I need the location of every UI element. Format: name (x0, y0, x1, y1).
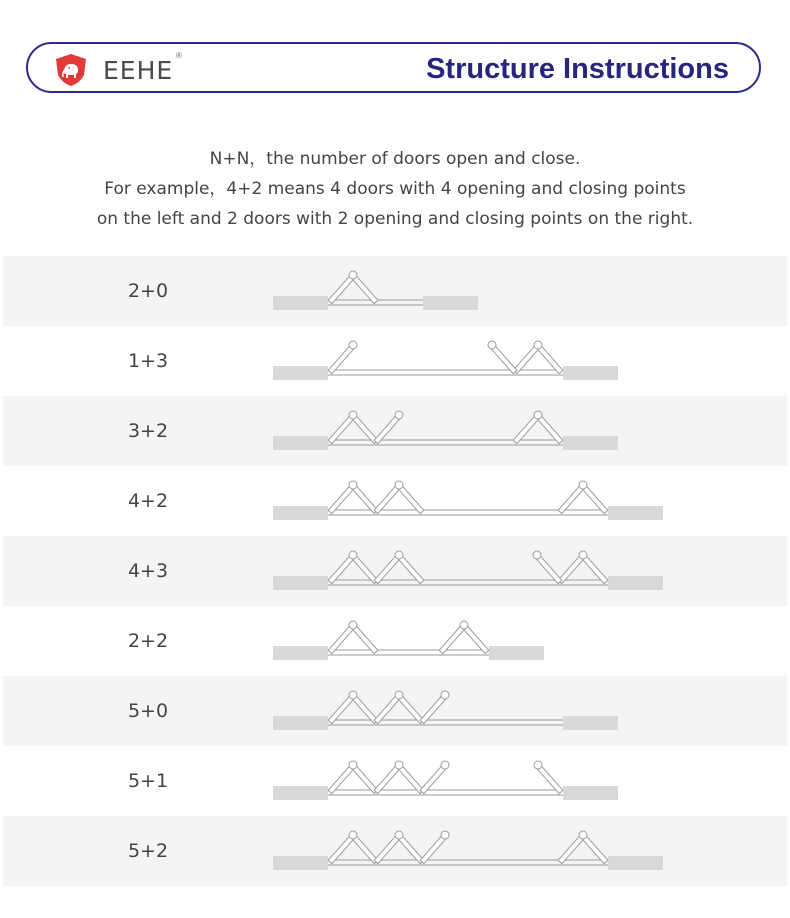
left-wall (273, 646, 328, 660)
pivot-point (460, 621, 468, 629)
pivot-point (349, 761, 357, 769)
pivot-point (395, 411, 403, 419)
left-wall (273, 716, 328, 730)
pivot-point (441, 831, 449, 839)
door-diagram (3, 746, 787, 816)
config-row (3, 466, 787, 536)
config-label: 5+1 (127, 770, 169, 792)
door-diagram (3, 676, 787, 746)
intro-line-1: N+N，the number of doors open and close. (209, 149, 581, 169)
config-row (3, 676, 787, 746)
right-wall (563, 786, 618, 800)
config-label: 4+3 (127, 560, 169, 582)
right-wall (608, 506, 663, 520)
config-label: 3+2 (127, 420, 169, 442)
door-diagram (3, 816, 787, 886)
left-wall (273, 296, 328, 310)
right-wall (608, 576, 663, 590)
left-wall (273, 576, 328, 590)
right-wall (608, 856, 663, 870)
right-wall (489, 646, 544, 660)
left-wall (273, 366, 328, 380)
pivot-point (349, 341, 357, 349)
left-wall (273, 506, 328, 520)
left-wall (273, 786, 328, 800)
pivot-point (441, 691, 449, 699)
intro-line-3: on the left and 2 doors with 2 opening and closing points on the right. (96, 209, 694, 229)
pivot-point (349, 691, 357, 699)
door-diagram (3, 326, 787, 396)
pivot-point (395, 831, 403, 839)
pivot-point (395, 481, 403, 489)
config-label: 4+2 (127, 490, 169, 512)
door-diagram (3, 606, 787, 676)
brand-name: EEHE (103, 56, 174, 85)
page-header (26, 42, 761, 93)
pivot-point (349, 621, 357, 629)
door-diagram (3, 466, 787, 536)
pivot-point (579, 481, 587, 489)
right-wall (423, 296, 478, 310)
config-label: 5+2 (127, 840, 169, 862)
pivot-point (349, 481, 357, 489)
pivot-point (349, 271, 357, 279)
door-diagram (3, 256, 787, 326)
pivot-point (395, 691, 403, 699)
door-diagram (3, 536, 787, 606)
config-row (3, 536, 787, 606)
pivot-point (534, 341, 542, 349)
config-label: 2+2 (127, 630, 169, 652)
config-row (3, 606, 787, 676)
config-label: 5+0 (127, 700, 169, 722)
pivot-point (534, 761, 542, 769)
left-wall (273, 436, 328, 450)
pivot-point (533, 551, 541, 559)
config-label: 1+3 (127, 350, 169, 372)
pivot-point (349, 831, 357, 839)
config-row (3, 396, 787, 466)
right-wall (563, 436, 618, 450)
page-title: Structure Instructions (426, 53, 729, 85)
pivot-point (579, 551, 587, 559)
door-diagram (3, 396, 787, 466)
pivot-point (395, 551, 403, 559)
config-label: 2+0 (127, 280, 169, 302)
intro-text (0, 144, 790, 234)
config-row (3, 256, 787, 326)
pivot-point (395, 761, 403, 769)
right-wall (563, 366, 618, 380)
pivot-point (441, 761, 449, 769)
registered-mark: ® (176, 51, 182, 60)
pivot-point (488, 341, 496, 349)
pivot-point (349, 551, 357, 559)
right-wall (563, 716, 618, 730)
pivot-point (579, 831, 587, 839)
pivot-point (534, 411, 542, 419)
pivot-point (349, 411, 357, 419)
config-row (3, 746, 787, 816)
intro-line-2: For example，4+2 means 4 doors with 4 opening and closing points (104, 179, 686, 199)
config-row (3, 816, 787, 886)
left-wall (273, 856, 328, 870)
elephant-shield-icon (54, 53, 88, 87)
config-row (3, 326, 787, 396)
